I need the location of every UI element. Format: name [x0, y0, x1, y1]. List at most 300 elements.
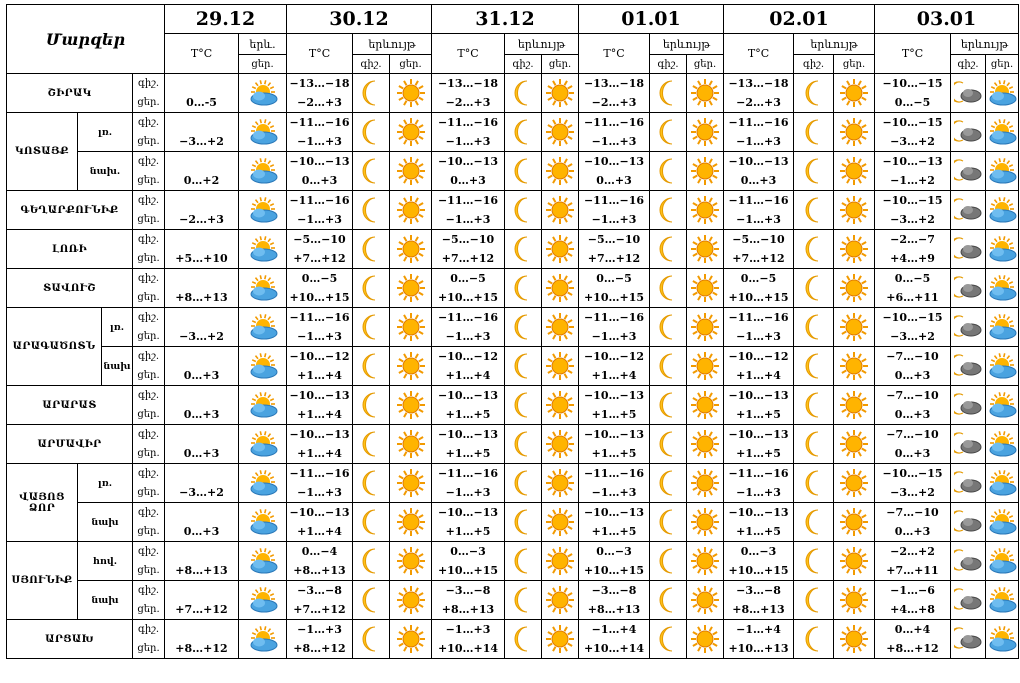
time-of-day-cell [133, 425, 165, 464]
day-temp: −1…+3 [736, 330, 781, 343]
sun-icon [687, 78, 723, 108]
night-temp: −1…+3 [297, 623, 342, 636]
temp-cell [579, 425, 650, 464]
day-temp: +10…+15 [289, 291, 350, 304]
sun-icon [687, 156, 723, 186]
temp-cell [432, 113, 505, 152]
day-weather-cell [834, 542, 875, 581]
night-temp: −10…−13 [289, 155, 350, 168]
sun-cloud-icon [986, 313, 1018, 341]
day-temp: −1…+3 [445, 330, 491, 343]
sun-icon [542, 468, 578, 498]
moon-icon [505, 351, 541, 381]
sun-cloud-icon [239, 118, 286, 146]
temp-cell [875, 191, 951, 230]
day-weather-cell [834, 581, 875, 620]
time-of-day-cell [133, 269, 165, 308]
sun-icon [390, 390, 431, 420]
region-name: ՍՅՈՒՆԻՔ [7, 542, 78, 620]
zone-label: նախ [102, 347, 133, 386]
moon-cloud-icon [951, 586, 985, 614]
day-temp: −1…+3 [591, 486, 637, 499]
sun-icon [834, 234, 874, 264]
temp-cell [724, 425, 794, 464]
night-weather-cell [650, 308, 687, 347]
day-weather-cell [834, 113, 875, 152]
day-weather-cell [834, 347, 875, 386]
night-temp: −11…−16 [583, 116, 645, 129]
night-weather-cell [951, 503, 986, 542]
moon-icon [650, 429, 686, 459]
moon-icon [353, 585, 389, 615]
moon-icon [505, 78, 541, 108]
moon-icon [353, 429, 389, 459]
sun-icon [390, 312, 431, 342]
sun-cloud-icon [986, 79, 1018, 107]
temp-cell [875, 113, 951, 152]
day-temp: +8…+13 [732, 603, 785, 616]
temp-cell: −3…+2 [165, 464, 239, 503]
day-weather-cell [390, 269, 432, 308]
day-weather-cell [390, 74, 432, 113]
night-temp: −3…−8 [736, 584, 781, 597]
night-subheader: գիշ. [794, 55, 834, 74]
temp-cell: 0…-5 [165, 74, 239, 113]
day-weather-cell [986, 425, 1019, 464]
sun-icon [834, 351, 874, 381]
day-temp: +1…+5 [736, 447, 781, 460]
day-subheader: ցեր. [687, 55, 724, 74]
day-temp: +6…+11 [886, 291, 939, 304]
sun-icon [542, 624, 578, 654]
date-header: 31.12 [432, 5, 579, 34]
day-label: ցեր. [137, 448, 160, 459]
time-of-day-cell [133, 542, 165, 581]
temp-cell: 0…+3 [165, 347, 239, 386]
night-weather-cell [951, 191, 986, 230]
moon-icon [505, 429, 541, 459]
night-label: գիշ. [137, 585, 160, 596]
moon-icon [650, 195, 686, 225]
day-temp: +1…+4 [297, 408, 342, 421]
phenomenon-header: երևույթ [650, 34, 724, 55]
temp-cell [875, 581, 951, 620]
night-weather-cell [505, 347, 542, 386]
temp-cell [875, 464, 951, 503]
day-temp: +10…+15 [728, 564, 789, 577]
day-temp: +1…+5 [445, 447, 491, 460]
sun-cloud-icon [239, 547, 286, 575]
night-weather-cell [353, 74, 390, 113]
sun-icon [542, 156, 578, 186]
moon-cloud-icon [951, 391, 985, 419]
night-temp: −10…−13 [583, 389, 645, 402]
day-temp: +1…+5 [445, 525, 491, 538]
day-weather-cell [390, 191, 432, 230]
sun-icon [687, 351, 723, 381]
night-label: գիշ. [137, 78, 160, 89]
moon-cloud-icon [951, 547, 985, 575]
night-temp: −11…−16 [728, 194, 789, 207]
phenomenon-header: երև. [239, 34, 287, 55]
day-temp: +8…+13 [587, 603, 641, 616]
temp-cell [432, 425, 505, 464]
night-weather-cell [505, 503, 542, 542]
day-temp: +10…+15 [437, 564, 499, 577]
temp-cell [579, 113, 650, 152]
moon-icon [794, 390, 833, 420]
moon-icon [794, 78, 833, 108]
temp-cell [287, 191, 353, 230]
day-weather-cell [687, 425, 724, 464]
temp-cell [287, 113, 353, 152]
night-label: գիշ. [137, 234, 160, 245]
moon-icon [505, 195, 541, 225]
day-temp: +10…+13 [728, 642, 789, 655]
weather-cell [239, 191, 287, 230]
night-weather-cell [650, 191, 687, 230]
night-weather-cell [505, 308, 542, 347]
temp-cell [724, 386, 794, 425]
day-temp: +1…+4 [297, 369, 342, 382]
temp-cell [287, 620, 353, 659]
region-name: ՏԱՎՈՒՇ [7, 269, 133, 308]
night-subheader: գիշ. [353, 55, 390, 74]
temp-cell [432, 74, 505, 113]
night-weather-cell [650, 347, 687, 386]
day-temp: −1…+2 [890, 174, 935, 187]
temp-cell [875, 620, 951, 659]
time-of-day-cell [133, 113, 165, 152]
day-weather-cell [542, 230, 579, 269]
moon-icon [505, 585, 541, 615]
sun-icon [687, 585, 723, 615]
night-label: գիշ. [137, 507, 160, 518]
day-subheader: ցեր. [390, 55, 432, 74]
night-weather-cell [650, 542, 687, 581]
time-of-day-cell [133, 503, 165, 542]
sun-cloud-icon [239, 274, 286, 302]
sun-icon [390, 624, 431, 654]
day-weather-cell [687, 230, 724, 269]
night-temp: −10…−13 [437, 428, 499, 441]
night-temp: −11…−16 [289, 311, 350, 324]
day-weather-cell [834, 74, 875, 113]
temp-cell [579, 191, 650, 230]
night-weather-cell [650, 113, 687, 152]
night-weather-cell [951, 308, 986, 347]
day-temp: +8…+13 [441, 603, 495, 616]
day-temp: +4…+9 [890, 252, 935, 265]
date-header: 01.01 [579, 5, 724, 34]
night-label: գիշ. [137, 546, 160, 557]
day-temp: −1…+3 [591, 213, 637, 226]
night-temp: 0…−5 [894, 272, 931, 285]
night-temp: 0…−5 [301, 272, 338, 285]
day-temp: +8…+12 [293, 642, 346, 655]
night-temp: 0…−5 [740, 272, 777, 285]
temp-cell [432, 503, 505, 542]
day-label: ցեր. [137, 565, 160, 576]
temp-cell [724, 113, 794, 152]
temp-cell [432, 542, 505, 581]
night-weather-cell [650, 230, 687, 269]
moon-icon [353, 78, 389, 108]
day-temp: +10…+15 [728, 291, 789, 304]
night-weather-cell [794, 191, 834, 230]
temp-header: T°C [165, 34, 239, 74]
night-temp: −1…−6 [890, 584, 935, 597]
sun-icon [390, 351, 431, 381]
day-weather-cell [687, 308, 724, 347]
day-temp: +7…+12 [293, 603, 346, 616]
day-temp: −1…+3 [445, 213, 491, 226]
night-temp: −1…+4 [591, 623, 637, 636]
day-temp: −1…+3 [736, 486, 781, 499]
moon-icon [650, 507, 686, 537]
temp-header: T°C [875, 34, 951, 74]
zone-label: լռ. [78, 464, 133, 503]
night-weather-cell [353, 503, 390, 542]
night-temp: −10…−13 [289, 506, 350, 519]
day-label: ցեր. [137, 175, 160, 186]
moon-icon [353, 624, 389, 654]
temp-cell [724, 191, 794, 230]
night-weather-cell [650, 503, 687, 542]
sun-icon [834, 585, 874, 615]
temp-cell: 0…+3 [165, 503, 239, 542]
sun-cloud-icon [239, 469, 286, 497]
moon-icon [353, 156, 389, 186]
sun-icon [542, 585, 578, 615]
sun-icon [834, 429, 874, 459]
day-label: ցեր. [137, 409, 160, 420]
night-temp: −10…−13 [583, 428, 645, 441]
day-temp: +10…+15 [583, 291, 645, 304]
night-temp: −10…−15 [882, 116, 943, 129]
temp-cell [432, 347, 505, 386]
day-temp: 0…+3 [894, 369, 931, 382]
day-weather-cell [834, 425, 875, 464]
day-temp: 0…+3 [894, 447, 931, 460]
day-weather-cell [390, 308, 432, 347]
sun-cloud-icon [986, 547, 1018, 575]
temp-cell [432, 191, 505, 230]
time-of-day-cell [133, 464, 165, 503]
day-weather-cell [542, 620, 579, 659]
day-label: ցեր. [137, 643, 160, 654]
moon-icon [794, 585, 833, 615]
temp-cell: +8…+13 [165, 542, 239, 581]
night-temp: −10…−13 [437, 389, 499, 402]
night-temp: −10…−13 [583, 506, 645, 519]
night-weather-cell [353, 269, 390, 308]
day-weather-cell [986, 269, 1019, 308]
sun-cloud-icon [986, 274, 1018, 302]
day-subheader: ցեր. [834, 55, 875, 74]
night-temp: −11…−16 [583, 467, 645, 480]
night-weather-cell [650, 581, 687, 620]
night-weather-cell [353, 581, 390, 620]
sun-icon [542, 273, 578, 303]
sun-icon [834, 507, 874, 537]
moon-icon [353, 546, 389, 576]
sun-cloud-icon [239, 352, 286, 380]
night-temp: −11…−16 [289, 194, 350, 207]
sun-icon [390, 546, 431, 576]
night-temp: −11…−16 [437, 194, 499, 207]
moon-cloud-icon [951, 274, 985, 302]
day-temp: −1…+3 [297, 330, 342, 343]
night-weather-cell [505, 230, 542, 269]
day-weather-cell [834, 620, 875, 659]
night-label: գիշ. [137, 156, 160, 167]
night-weather-cell [794, 347, 834, 386]
moon-icon [650, 273, 686, 303]
moon-icon [505, 390, 541, 420]
night-weather-cell [951, 230, 986, 269]
day-weather-cell [542, 581, 579, 620]
moon-cloud-icon [951, 508, 985, 536]
day-weather-cell [687, 581, 724, 620]
temp-cell [579, 152, 650, 191]
night-temp: −11…−16 [728, 116, 789, 129]
temp-cell [432, 620, 505, 659]
weather-cell [239, 230, 287, 269]
forecast-table [6, 4, 1019, 659]
moon-icon [353, 273, 389, 303]
moon-icon [353, 234, 389, 264]
sun-cloud-icon [239, 79, 286, 107]
night-label: գիշ. [137, 390, 160, 401]
day-weather-cell [542, 113, 579, 152]
moon-icon [353, 351, 389, 381]
sun-cloud-icon [239, 430, 286, 458]
day-weather-cell [986, 152, 1019, 191]
temp-cell [579, 620, 650, 659]
temp-cell [579, 386, 650, 425]
night-weather-cell [353, 152, 390, 191]
temp-cell [287, 503, 353, 542]
night-weather-cell [951, 152, 986, 191]
night-temp: −10…−12 [289, 350, 350, 363]
temp-cell [287, 464, 353, 503]
day-weather-cell [986, 230, 1019, 269]
day-temp: −2…+3 [591, 96, 637, 109]
night-weather-cell [794, 113, 834, 152]
night-temp: −3…−8 [445, 584, 491, 597]
sun-icon [542, 546, 578, 576]
date-header: 29.12 [165, 5, 287, 34]
forecast-row [7, 191, 1019, 230]
time-of-day-cell [133, 230, 165, 269]
region-name: ԼՈՌԻ [7, 230, 133, 269]
night-temp: −3…−8 [591, 584, 637, 597]
sun-icon [687, 468, 723, 498]
night-temp: 0…−4 [301, 545, 338, 558]
night-weather-cell [951, 425, 986, 464]
sun-icon [687, 429, 723, 459]
temp-cell [287, 152, 353, 191]
sun-icon [834, 546, 874, 576]
day-temp: +4…+8 [890, 603, 935, 616]
day-label: ցեր. [137, 331, 160, 342]
night-weather-cell [650, 425, 687, 464]
night-temp: −2…+2 [890, 545, 935, 558]
sun-cloud-icon [986, 352, 1018, 380]
moon-icon [794, 429, 833, 459]
forecast-row [7, 386, 1019, 425]
moon-icon [794, 351, 833, 381]
night-temp: −11…−16 [583, 311, 645, 324]
temp-header: T°C [287, 34, 353, 74]
weather-cell [239, 503, 287, 542]
sun-icon [834, 78, 874, 108]
night-temp: −11…−16 [728, 311, 789, 324]
sun-icon [687, 273, 723, 303]
day-weather-cell [986, 308, 1019, 347]
regions-title: Մարզեր [7, 5, 165, 74]
time-of-day-cell [133, 152, 165, 191]
day-weather-cell [834, 152, 875, 191]
weather-cell [239, 152, 287, 191]
day-temp: +10…+14 [583, 642, 645, 655]
sun-icon [390, 468, 431, 498]
night-weather-cell [353, 620, 390, 659]
moon-icon [650, 351, 686, 381]
night-weather-cell [650, 74, 687, 113]
night-weather-cell [353, 191, 390, 230]
sun-cloud-icon [239, 235, 286, 263]
moon-cloud-icon [951, 352, 985, 380]
day-weather-cell [986, 74, 1019, 113]
night-label: գիշ. [137, 468, 160, 479]
temp-cell [875, 347, 951, 386]
day-subheader: ցեր. [239, 55, 287, 74]
day-temp: +1…+5 [591, 408, 637, 421]
temp-cell: +5…+10 [165, 230, 239, 269]
day-weather-cell [542, 503, 579, 542]
temp-cell [724, 464, 794, 503]
moon-icon [505, 234, 541, 264]
moon-icon [650, 585, 686, 615]
zone-label: նախ. [78, 152, 133, 191]
weather-cell [239, 464, 287, 503]
night-weather-cell [794, 386, 834, 425]
day-subheader: ցեր. [542, 55, 579, 74]
night-temp: −10…−15 [882, 311, 943, 324]
moon-cloud-icon [951, 235, 985, 263]
moon-cloud-icon [951, 118, 985, 146]
night-weather-cell [794, 542, 834, 581]
day-subheader: ցեր. [986, 55, 1019, 74]
sun-icon [542, 117, 578, 147]
day-weather-cell [986, 620, 1019, 659]
night-label: գիշ. [137, 351, 160, 362]
night-weather-cell [951, 113, 986, 152]
night-temp: −10…−13 [728, 389, 789, 402]
temp-cell [287, 308, 353, 347]
temp-cell [579, 542, 650, 581]
weather-cell [239, 74, 287, 113]
region-name: ԿՈՏԱՅՔ [7, 113, 78, 191]
night-temp: −10…−15 [882, 467, 943, 480]
night-weather-cell [353, 542, 390, 581]
weather-cell [239, 542, 287, 581]
day-temp: +7…+12 [441, 252, 495, 265]
sun-cloud-icon [986, 196, 1018, 224]
night-temp: −11…−16 [289, 467, 350, 480]
